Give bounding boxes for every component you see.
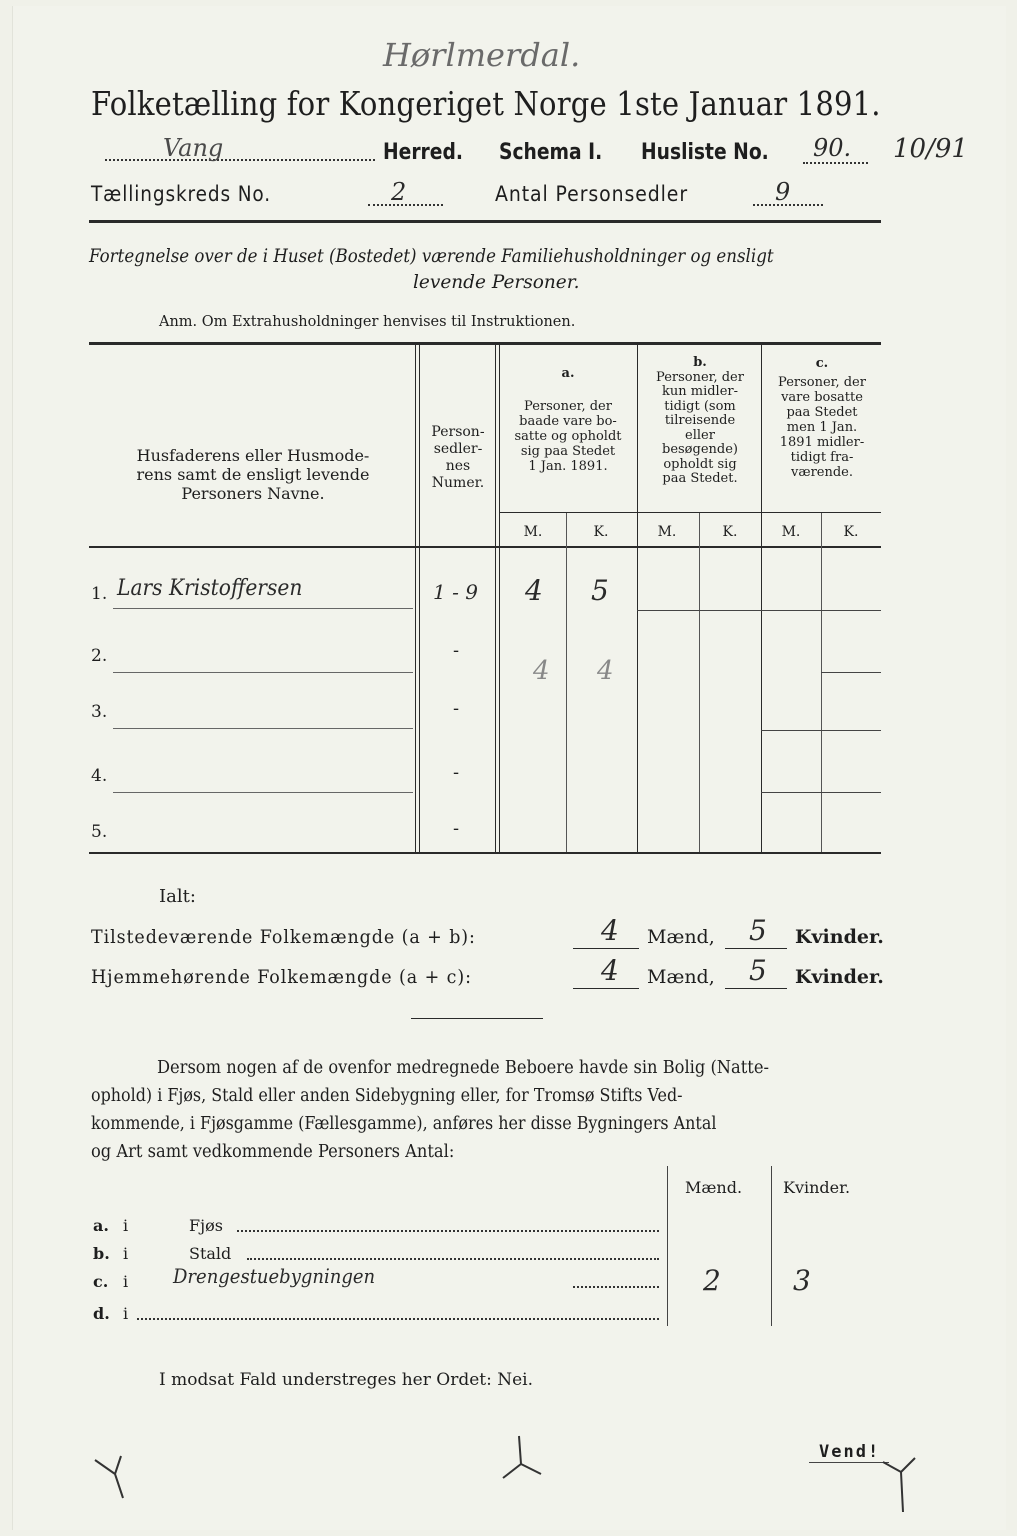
ob-dotted-line <box>237 1230 659 1232</box>
outbuild-para-4: og Art samt vedkommende Personers Antal: <box>91 1142 455 1162</box>
corner-mark-icon <box>875 1446 925 1516</box>
census-form-page <box>12 6 1006 1530</box>
ob-row-label: Stald <box>189 1244 232 1263</box>
herred-dotted-line <box>105 159 375 161</box>
col-num-header: Person- sedler- nes Numer. <box>431 424 485 491</box>
b-k-label: K. <box>722 524 738 540</box>
tilst-k-line <box>725 948 787 949</box>
col-divider-b-mk <box>699 512 700 852</box>
ob-row-label: Drengestuebygningen <box>173 1264 376 1288</box>
c-k-label: K. <box>843 524 859 540</box>
col-divider-2 <box>495 345 496 852</box>
table-row-persons: - <box>453 762 460 783</box>
tilst-m-value: 4 <box>601 914 619 947</box>
ob-row-letter: a. <box>93 1216 109 1235</box>
herred-value: Vang <box>163 134 224 162</box>
ob-row-prefix: i <box>123 1272 129 1291</box>
table-bottom-rule <box>89 852 881 854</box>
husliste-label: Husliste No. <box>641 140 769 165</box>
outbuild-para-2: ophold) i Fjøs, Stald eller anden Sidebygning eller, for Tromsø Stifts Ved- <box>91 1086 683 1106</box>
tilst-k-value: 5 <box>749 914 767 947</box>
table-row-persons: - <box>453 818 460 839</box>
table-row-number: 5. <box>91 822 108 842</box>
col-divider-a-mk <box>566 512 567 852</box>
table-row-number: 4. <box>91 766 108 786</box>
ob-dotted-line <box>573 1286 659 1288</box>
kreds-value: 2 <box>391 178 407 206</box>
herred-label: Herred. <box>383 140 463 165</box>
ob-col-maend: Mænd. <box>685 1178 743 1197</box>
table-row-a-m: 4 <box>533 656 550 686</box>
antal-label: Antal Personsedler <box>495 182 688 206</box>
row-line <box>113 672 413 673</box>
ob-row-prefix: i <box>123 1244 129 1263</box>
table-row-number: 1. <box>91 584 108 604</box>
tilst-m-line <box>573 948 639 949</box>
nei-instruction: I modsat Fald understreges her Ordet: Nei. <box>159 1370 534 1390</box>
table-row-persons: 1 - 9 <box>433 580 478 604</box>
col-divider-3 <box>637 345 638 852</box>
a-k-label: K. <box>593 524 609 540</box>
separator-rule <box>411 1018 543 1019</box>
row-line <box>761 792 881 793</box>
outbuild-para-3: kommende, i Fjøsgamme (Fællesgamme), anføres her disse Bygningers Antal <box>91 1114 717 1134</box>
tilst-kvinder: Kvinder. <box>795 926 884 948</box>
table-head-rule <box>89 546 881 548</box>
col-divider-c-mk <box>821 512 822 852</box>
corner-mark-icon <box>497 1434 547 1494</box>
table-row-persons: - <box>453 698 460 719</box>
col-divider-1 <box>415 345 416 852</box>
ob-row-m: 2 <box>703 1264 721 1297</box>
row-line <box>637 610 881 611</box>
b-m-label: M. <box>657 524 677 540</box>
mk-rule <box>499 512 881 513</box>
form-title: Folketælling for Kongeriget Norge 1ste Januar 1891. <box>91 84 881 123</box>
row-line <box>113 608 413 609</box>
ob-dotted-line <box>247 1258 659 1260</box>
outbuild-para-1: Dersom nogen af de ovenfor medregnede Beboere havde sin Bolig (Natte- <box>157 1058 769 1078</box>
husliste-extra: 10/91 <box>893 134 968 164</box>
ialt-label: Ialt: <box>159 886 196 907</box>
ob-row-letter: c. <box>93 1272 109 1291</box>
a-m-label: M. <box>523 524 543 540</box>
table-row-a-k: 5 <box>591 574 609 607</box>
table-row-persons: - <box>453 640 460 661</box>
col-name-header: Husfaderens eller Husmode- rens samt de ensligt levende Personers Navne. <box>136 446 370 503</box>
vend-label: Vend! <box>819 1442 881 1462</box>
hjem-kvinder: Kvinder. <box>795 966 884 988</box>
anm-note: Anm. Om Extrahusholdninger henvises til Instruktionen. <box>159 314 576 330</box>
intro-line-2: levende Personer. <box>413 272 580 293</box>
row-line <box>113 792 413 793</box>
hjem-k-value: 5 <box>749 954 767 987</box>
ob-row-letter: b. <box>93 1244 110 1263</box>
husliste-value: 90. <box>813 134 852 162</box>
table-top-rule <box>89 342 881 345</box>
col-divider-4 <box>761 345 762 852</box>
row-line <box>113 728 413 729</box>
kreds-label: Tællingskreds No. <box>91 182 272 206</box>
ob-row-prefix: i <box>123 1216 129 1235</box>
intro-line-1: Fortegnelse over de i Huset (Bostedet) værende Familiehusholdninger og ensligt <box>89 246 774 267</box>
ob-row-letter: d. <box>93 1304 110 1323</box>
col-a-header: a. Personer, der baade vare bo- satte og opholdt sig paa Stedet 1 Jan. 1891. <box>514 366 622 474</box>
ob-col-kvinder: Kvinder. <box>783 1178 851 1197</box>
col-b-header: b. Personer, der kun midler- tidigt (som tilreisende eller besøgende) opholdt sig paa Stedet. <box>656 355 744 486</box>
table-row-number: 3. <box>91 702 108 722</box>
hjem-label: Hjemmehørende Folkemængde (a + c): <box>91 966 472 988</box>
ob-row-k: 3 <box>793 1264 811 1297</box>
table-row-name: Lars Kristoffersen <box>117 576 303 601</box>
schema-label: Schema I. <box>499 140 603 165</box>
row-line <box>761 730 881 731</box>
col-c-header: c. Personer, der vare bosatte paa Stedet men 1 Jan. 1891 midler- tidigt fra- værende. <box>778 356 866 480</box>
corner-mark-icon <box>93 1446 143 1506</box>
table-row-number: 2. <box>91 646 108 666</box>
tilst-maend: Mænd, <box>647 926 715 948</box>
ob-row-label: Fjøs <box>189 1216 223 1235</box>
c-m-label: M. <box>781 524 801 540</box>
ob-divider-2 <box>771 1166 772 1326</box>
husliste-dotted-line <box>803 162 868 164</box>
hjem-m-line <box>573 988 639 989</box>
header-rule <box>89 220 881 223</box>
table-row-a-k: 4 <box>597 656 614 686</box>
row-line <box>821 672 881 673</box>
table-row-a-m: 4 <box>525 574 543 607</box>
hjem-maend: Mænd, <box>647 966 715 988</box>
hjem-k-line <box>725 988 787 989</box>
hjem-m-value: 4 <box>601 954 619 987</box>
handwritten-place-name: Hørlmerdal. <box>383 36 581 74</box>
ob-dotted-line <box>137 1318 659 1320</box>
tilst-label: Tilstedeværende Folkemængde (a + b): <box>91 926 476 948</box>
antal-value: 9 <box>775 178 791 206</box>
col-divider-1b <box>419 345 420 852</box>
ob-divider-1 <box>667 1166 668 1326</box>
ob-row-prefix: i <box>123 1304 129 1323</box>
